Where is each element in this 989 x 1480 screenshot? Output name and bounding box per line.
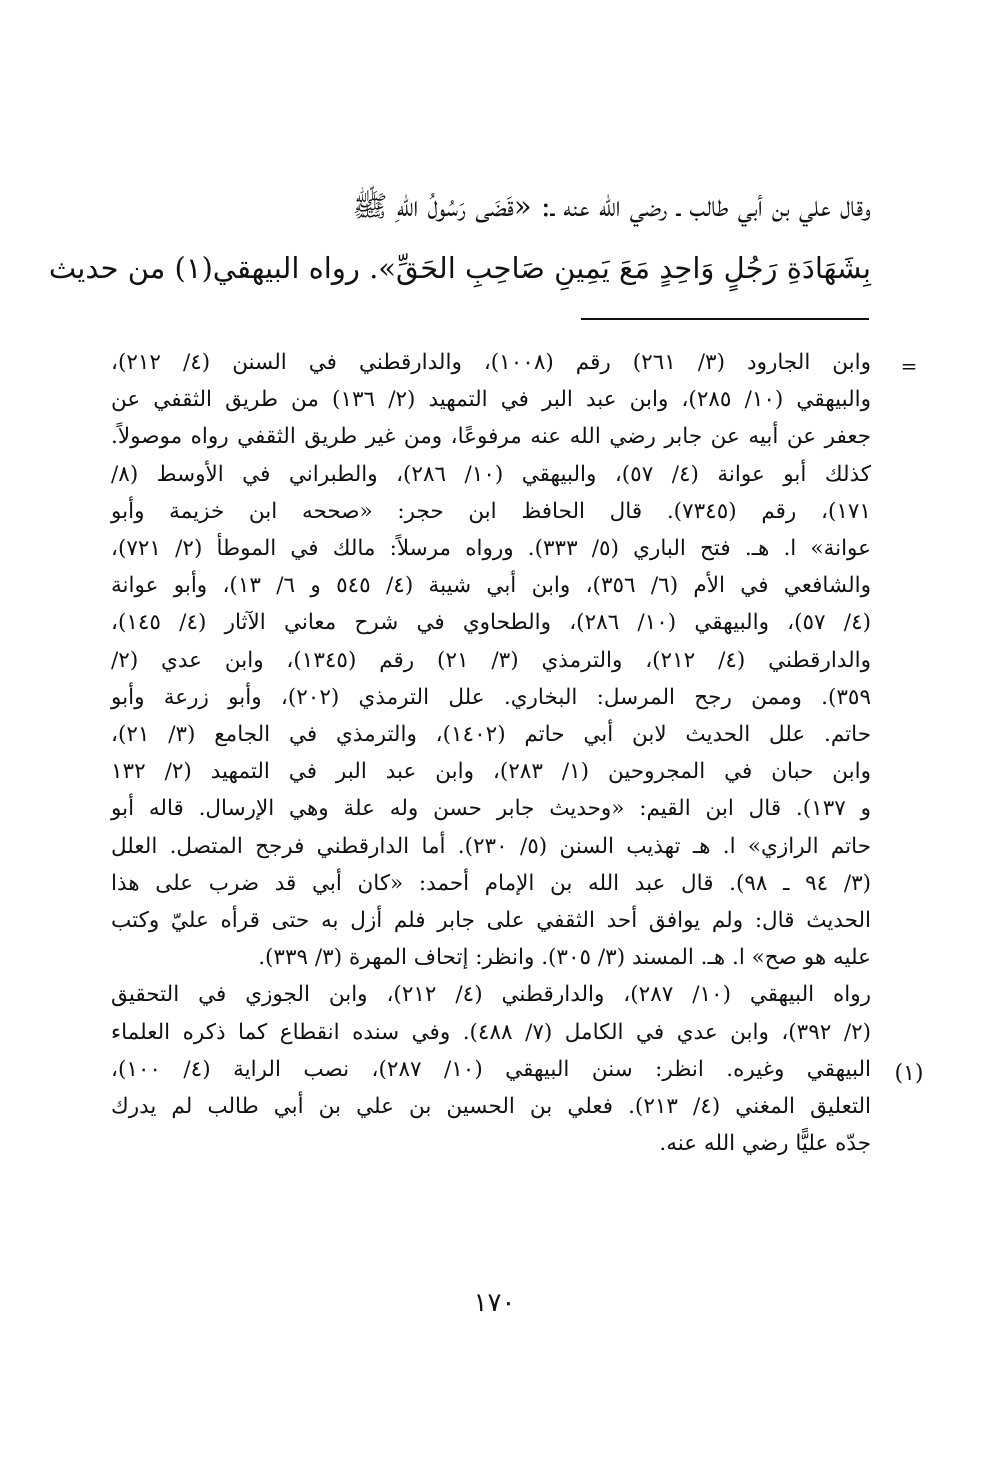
footnote-1-marker: (١): [894, 1061, 924, 1086]
footnote-line: (٣/ ٩٤ ـ ٩٨). قال عبد الله بن الإمام أحمد: «كان أبي قد ضرب على هذا: [111, 870, 872, 896]
footnote-line: وابن الجارود (٣/ ٢٦١) رقم (١٠٠٨)، والدارقطني في السنن (٤/ ٢١٢)،: [111, 350, 872, 375]
footnote-line: والدارقطني (٤/ ٢١٢)، والترمذي (٣/ ٢١) رقم (١٣٤٥)، وابن عدي (٢/: [111, 647, 871, 673]
footnote-line: والشافعي في الأم (٦/ ٣٥٦)، وابن أبي شيبة (٤/ ٥٤٥ و ٦/ ١٣)، وأبو عوانة: [111, 573, 872, 599]
footnote-separator: [581, 318, 869, 320]
footnote-line: جعفر عن أبيه عن جابر رضي الله عنه مرفوعًا، ومن غير طريق الثقفي رواه موصولاً.: [111, 424, 871, 450]
main-text-block: [48, 175, 871, 299]
footnote-line: ١٧١)، رقم (٧٣٤٥). قال الحافظ ابن حجر: «صححه ابن خزيمة وأبو: [111, 498, 871, 524]
footnote-line: حاتم. علل الحديث لابن أبي حاتم (١٤٠٢)، والترمذي في الجامع (٣/ ٢١)،: [111, 722, 871, 748]
page-number: ١٧٠: [473, 1288, 516, 1318]
footnote-line: حاتم الرازي» ا. هـ تهذيب السنن (٥/ ٢٣٠). أما الدارقطني فرجح المتصل. العلل: [111, 833, 871, 859]
footnote-line: التعليق المغني (٤/ ٢١٣). فعلي بن الحسين بن علي بن أبي طالب لم يدرك: [111, 1094, 872, 1120]
footnote-line: عليه هو صح» ا. هـ. المسند (٣/ ٣٠٥). وانظر: إتحاف المهرة (٣/ ٣٣٩).: [258, 945, 871, 971]
footnote-line: (٢/ ٣٩٢)، وابن عدي في الكامل (٧/ ٤٨٨). وفي سنده انقطاع كما ذكره العلماء: [111, 1019, 872, 1045]
footnote-1: [111, 976, 871, 1162]
footnote-line: ٣٥٩). وممن رجح المرسل: البخاري. علل الترمذي (٢٠٢)، وأبو زرعة وأبو: [111, 684, 871, 710]
main-text-line: بِشَهَادَةِ رَجُلٍ وَاحِدٍ مَعَ يَمِينِ صَاحِبِ الحَقِّ». رواه البيهقي(١) من حديث: [48, 251, 871, 285]
footnote-line: كذلك أبو عوانة (٤/ ٥٧)، والبيهقي (١٠/ ٢٨٦)، والطبراني في الأوسط (٨/: [111, 461, 872, 487]
footnote-line: والبيهقي (١٠/ ٢٨٥)، وابن عبد البر في التمهيد (٢/ ١٣٦) من طريق الثقفي عن: [111, 387, 871, 413]
footnote-line: (٤/ ٥٧)، والبيهقي (١٠/ ٢٨٦)، والطحاوي في شرح معاني الآثار (٤/ ١٤٥)،: [111, 610, 872, 636]
footnote-line: جدّه عليًّا رضي الله عنه.: [659, 1131, 871, 1157]
footnote-continuation-marker: =: [900, 354, 918, 378]
main-text-line: وقال علي بن أبي طالب ـ رضي الله عنه ـ: «قَضَى رَسُولُ اللهِ ﷺ: [352, 189, 871, 223]
footnotes-block: [111, 344, 918, 1162]
footnote-continuation: [111, 344, 871, 976]
footnote-line: عوانة» ا. هـ. فتح الباري (٥/ ٣٣٣). ورواه مرسلاً: مالك في الموطأ (٢/ ٧٢١)،: [111, 536, 871, 562]
footnote-line: رواه البيهقي (١٠/ ٢٨٧)، والدارقطني (٤/ ٢١٢)، وابن الجوزي في التحقيق: [111, 982, 872, 1008]
footnote-line: البيهقي وغيره. انظر: سنن البيهقي (١٠/ ٢٨٧)، نصب الراية (٤/ ١٠٠)،: [111, 1056, 871, 1082]
footnote-line: وابن حبان في المجروحين (١/ ٢٨٣)، وابن عبد البر في التمهيد (٢/ ١٣٢: [111, 759, 872, 785]
footnote-line: الحديث قال: ولم يوافق أحد الثقفي على جابر فلم أزل به حتى قرأه عليّ وكتب: [111, 908, 871, 934]
footnote-line: و ١٣٧). قال ابن القيم: «وحديث جابر حسن وله علة وهي الإرسال. قاله أبو: [111, 796, 871, 822]
